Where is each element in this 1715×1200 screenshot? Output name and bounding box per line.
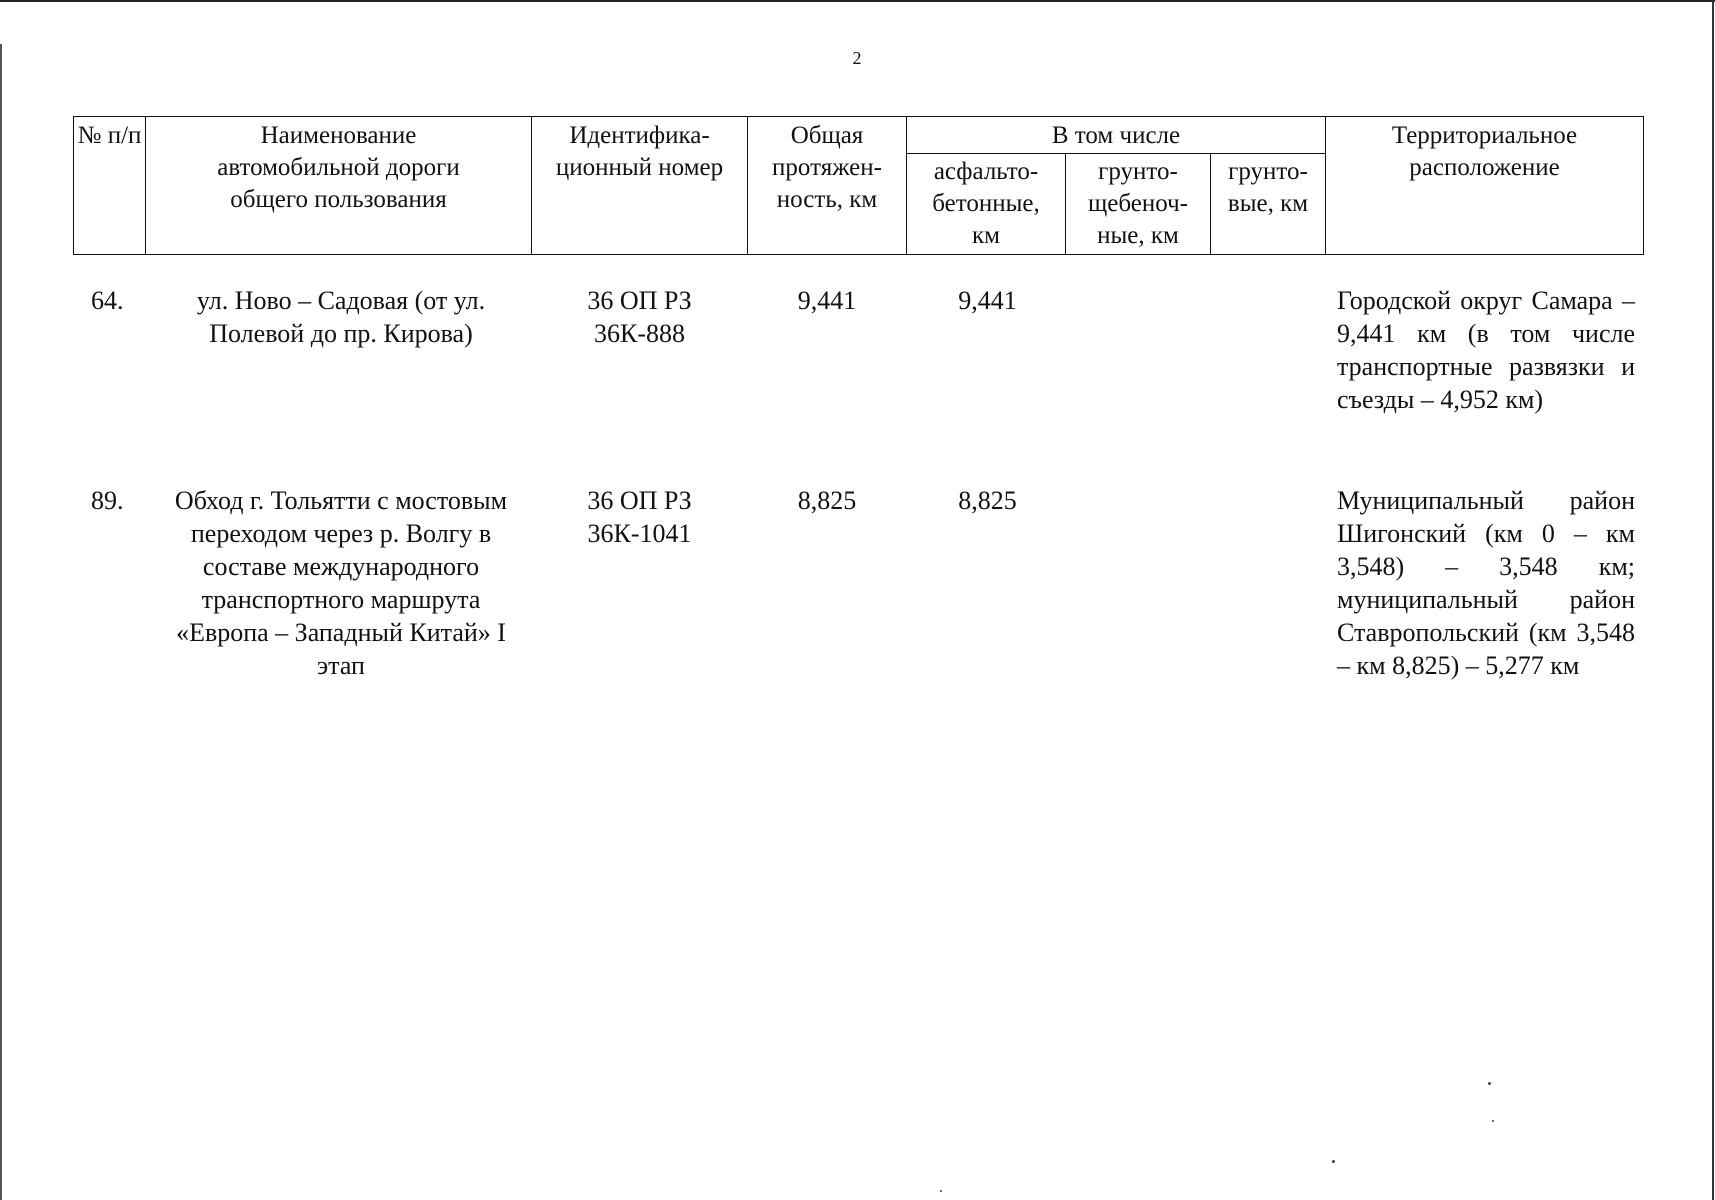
header-num [74, 117, 146, 255]
header-name-text: Наименование автомобильной дороги общего пользования [217, 122, 460, 213]
header-gravel-text: грунто-щебеноч-ные, км [1088, 157, 1188, 249]
header-id [532, 117, 748, 255]
header-territory-text: Территориальное расположение [1391, 122, 1578, 181]
header-num-text: № п/п [77, 122, 142, 149]
scan-speck [940, 1190, 942, 1192]
header-asphalt-text: асфальто-бетонные, км [932, 157, 1040, 249]
scan-speck [1492, 1120, 1494, 1122]
header-total-text: Общая протяжен-ность, км [772, 122, 882, 213]
scan-edge-right [1712, 0, 1714, 1200]
header-including-text: В том числе [1051, 122, 1181, 149]
scan-edge-left [0, 44, 2, 1200]
header-dirt-text: грунто-вые, км [1227, 157, 1309, 217]
page-number: 2 [852, 48, 862, 68]
header-total [748, 117, 907, 255]
header-gravel [1066, 153, 1211, 254]
road-id: 36 ОП РЗ 36К-888 [587, 286, 692, 348]
row-number: 89. [91, 486, 124, 515]
table-header [73, 116, 1644, 255]
header-dirt [1211, 153, 1326, 254]
road-territory: Муниципальный район Шигонский (км 0 – км 3,548) – 3,548 км; муниципальный район Ставропольский (км 3,548 – км 8,825) – 5,277 км [1337, 486, 1635, 680]
road-total-length: 8,825 [797, 486, 857, 515]
header-name [146, 117, 532, 255]
road-total-length: 9,441 [797, 286, 857, 315]
road-asphalt-length: 8,825 [958, 486, 1017, 515]
header-id-text: Идентифика-ционный номер [555, 122, 724, 181]
road-id: 36 ОП РЗ 36К-1041 [587, 486, 692, 548]
scan-speck [1332, 1160, 1335, 1163]
row-number: 64. [91, 286, 124, 315]
road-name: Обход г. Тольятти с мостовым переходом через р. Волгу в составе международного транспортного маршрута «Европа – Западный Китай» I этап [174, 486, 508, 680]
header-territory [1326, 117, 1644, 255]
road-name: ул. Ново – Садовая (от ул. Полевой до пр. Кирова) [196, 286, 486, 348]
scan-speck [1488, 1082, 1491, 1085]
scan-edge-top [0, 0, 1715, 2]
road-asphalt-length: 9,441 [958, 286, 1017, 315]
header-asphalt [907, 153, 1066, 254]
header-including [907, 117, 1326, 154]
road-territory: Городской округ Самара – 9,441 км (в том числе транспортные развязки и съезды – 4,952 км) [1337, 286, 1635, 414]
